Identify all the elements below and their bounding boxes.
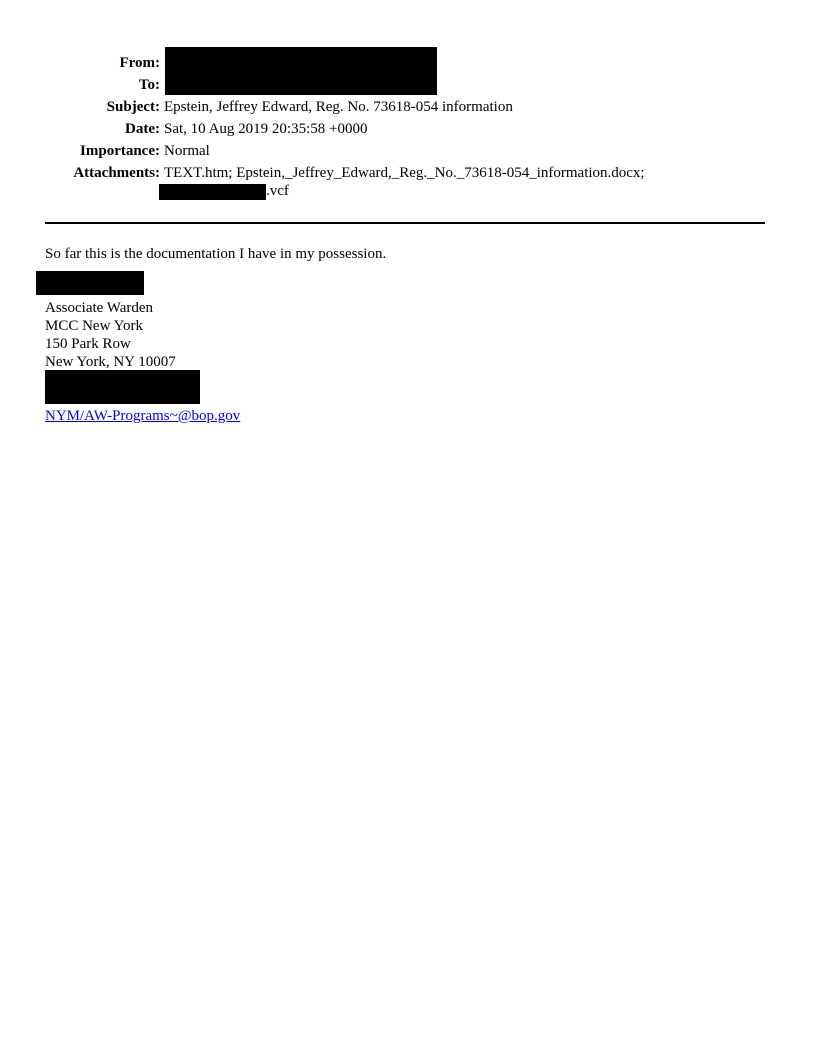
date-label: Date: bbox=[125, 121, 160, 137]
redaction-from-to bbox=[165, 47, 437, 95]
attachments-value: TEXT.htm; Epstein,_Jeffrey_Edward,_Reg._No._73618-054_information.docx; bbox=[164, 165, 645, 181]
date-value: Sat, 10 Aug 2019 20:35:58 +0000 bbox=[164, 121, 368, 137]
importance-label: Importance: bbox=[80, 143, 160, 159]
attachments-label: Attachments: bbox=[73, 165, 160, 181]
signature-email-line bbox=[45, 407, 240, 425]
from-label: From: bbox=[119, 55, 160, 71]
attachments-vcf bbox=[266, 181, 289, 201]
email-link[interactable]: NYM/AW-Programs~@bop.gov bbox=[45, 408, 241, 424]
signature-facility: MCC New York bbox=[45, 318, 143, 334]
to-label: To: bbox=[138, 77, 160, 93]
signature-street: 150 Park Row bbox=[45, 336, 131, 352]
signature-title: Associate Warden bbox=[45, 300, 154, 316]
redaction-sender-name bbox=[36, 271, 144, 295]
signature-city: New York, NY 10007 bbox=[45, 354, 176, 370]
subject-label: Subject: bbox=[106, 99, 160, 115]
header-divider bbox=[45, 222, 765, 224]
redaction-contact bbox=[45, 370, 200, 404]
attachments-vcf-suffix: .vcf bbox=[266, 183, 289, 199]
importance-value: Normal bbox=[164, 143, 210, 159]
redaction-attachment-name bbox=[159, 184, 266, 200]
subject-value: Epstein, Jeffrey Edward, Reg. No. 73618-054 information bbox=[164, 99, 513, 115]
message-text: So far this is the documentation I have in my possession. bbox=[45, 246, 387, 262]
